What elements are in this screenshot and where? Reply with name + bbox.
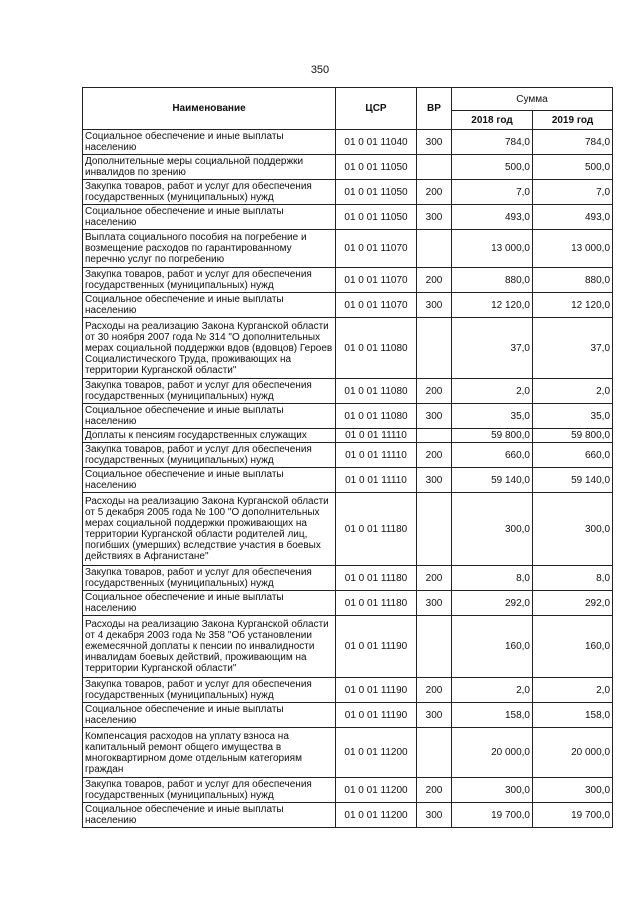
row-name: Расходы на реализацию Закона Курганской области от 5 декабря 2005 года № 100 "О дополнительных мерах социальной поддержки проживающих на территории Курганской области родителей лиц, погибших (умерших) вследствие участия в боевых действиях в Афганистане"	[83, 493, 336, 566]
table-row	[83, 293, 613, 318]
row-csr-code: 01 0 01 11180	[336, 566, 417, 591]
row-vr-code	[417, 318, 452, 379]
row-sum-2019: 158,0	[533, 703, 613, 728]
row-csr-code: 01 0 01 11190	[336, 703, 417, 728]
row-name: Социальное обеспечение и иные выплаты населению	[83, 803, 336, 828]
row-vr-code: 300	[417, 703, 452, 728]
row-csr-code: 01 0 01 11080	[336, 379, 417, 404]
row-name: Социальное обеспечение и иные выплаты населению	[83, 591, 336, 616]
row-sum-2018: 500,0	[452, 155, 533, 180]
row-name: Выплата социального пособия на погребение и возмещение расходов по гарантированному перечню услуг по погребению	[83, 230, 336, 268]
row-csr-code: 01 0 01 11110	[336, 429, 417, 443]
row-csr-code: 01 0 01 11180	[336, 493, 417, 566]
row-sum-2018: 37,0	[452, 318, 533, 379]
row-vr-code: 200	[417, 379, 452, 404]
row-vr-code: 200	[417, 443, 452, 468]
row-vr-code: 200	[417, 678, 452, 703]
row-vr-code: 200	[417, 180, 452, 205]
row-sum-2019: 784,0	[533, 130, 613, 155]
row-vr-code	[417, 155, 452, 180]
row-csr-code: 01 0 01 11200	[336, 728, 417, 778]
row-name: Закупка товаров, работ и услуг для обеспечения государственных (муниципальных) нужд	[83, 268, 336, 293]
header-2019: 2019 год	[533, 111, 613, 130]
row-vr-code: 300	[417, 468, 452, 493]
row-sum-2019: 37,0	[533, 318, 613, 379]
row-sum-2018: 158,0	[452, 703, 533, 728]
row-name: Социальное обеспечение и иные выплаты населению	[83, 404, 336, 429]
row-sum-2019: 7,0	[533, 180, 613, 205]
row-vr-code: 200	[417, 566, 452, 591]
row-sum-2018: 7,0	[452, 180, 533, 205]
row-csr-code: 01 0 01 11080	[336, 318, 417, 379]
row-sum-2018: 2,0	[452, 678, 533, 703]
row-csr-code: 01 0 01 11040	[336, 130, 417, 155]
table-row	[83, 443, 613, 468]
row-vr-code: 200	[417, 268, 452, 293]
table-row	[83, 493, 613, 566]
row-name: Закупка товаров, работ и услуг для обеспечения государственных (муниципальных) нужд	[83, 379, 336, 404]
row-vr-code	[417, 616, 452, 678]
row-sum-2018: 880,0	[452, 268, 533, 293]
row-sum-2019: 59 800,0	[533, 429, 613, 443]
table-row	[83, 678, 613, 703]
row-sum-2019: 19 700,0	[533, 803, 613, 828]
table-row	[83, 429, 613, 443]
row-sum-2019: 300,0	[533, 778, 613, 803]
row-vr-code	[417, 230, 452, 268]
row-name: Социальное обеспечение и иные выплаты населению	[83, 703, 336, 728]
row-sum-2018: 8,0	[452, 566, 533, 591]
header-vr: ВР	[417, 88, 452, 130]
row-sum-2019: 12 120,0	[533, 293, 613, 318]
table-row	[83, 155, 613, 180]
row-sum-2018: 12 120,0	[452, 293, 533, 318]
row-sum-2019: 2,0	[533, 678, 613, 703]
row-name: Социальное обеспечение и иные выплаты населению	[83, 468, 336, 493]
table-header	[83, 88, 613, 130]
row-vr-code: 300	[417, 803, 452, 828]
table-row	[83, 616, 613, 678]
row-vr-code	[417, 728, 452, 778]
row-csr-code: 01 0 01 11050	[336, 155, 417, 180]
row-sum-2019: 160,0	[533, 616, 613, 678]
row-csr-code: 01 0 01 11070	[336, 230, 417, 268]
row-name: Компенсация расходов на уплату взноса на капитальный ремонт общего имущества в многоквартирном доме отдельным категориям граждан	[83, 728, 336, 778]
row-name: Закупка товаров, работ и услуг для обеспечения государственных (муниципальных) нужд	[83, 678, 336, 703]
row-sum-2018: 660,0	[452, 443, 533, 468]
table-row	[83, 778, 613, 803]
row-sum-2019: 2,0	[533, 379, 613, 404]
row-name: Доплаты к пенсиям государственных служащих	[83, 429, 336, 443]
row-sum-2018: 13 000,0	[452, 230, 533, 268]
row-vr-code	[417, 493, 452, 566]
budget-table	[82, 87, 613, 828]
row-vr-code	[417, 429, 452, 443]
row-sum-2018: 493,0	[452, 205, 533, 230]
row-vr-code: 200	[417, 778, 452, 803]
table-body	[83, 130, 613, 828]
row-name: Расходы на реализацию Закона Курганской области от 4 декабря 2003 года № 358 "Об установлении ежемесячной доплаты к пенсии по инвалидности инвалидам боевых действий, проживающим на территории Курганской области"	[83, 616, 336, 678]
row-vr-code: 300	[417, 205, 452, 230]
header-2018: 2018 год	[452, 111, 533, 130]
row-csr-code: 01 0 01 11180	[336, 591, 417, 616]
row-sum-2019: 493,0	[533, 205, 613, 230]
row-name: Расходы на реализацию Закона Курганской области от 30 ноября 2007 года № 314 "О дополнительных мерах социальной поддержки вдов (вдовцов) Героев Социалистического Труда, проживающих на территории Курганской области"	[83, 318, 336, 379]
row-csr-code: 01 0 01 11190	[336, 616, 417, 678]
row-sum-2018: 19 700,0	[452, 803, 533, 828]
row-sum-2018: 292,0	[452, 591, 533, 616]
table-row	[83, 318, 613, 379]
row-csr-code: 01 0 01 11050	[336, 205, 417, 230]
row-sum-2019: 292,0	[533, 591, 613, 616]
table-row	[83, 130, 613, 155]
row-name: Социальное обеспечение и иные выплаты населению	[83, 205, 336, 230]
row-sum-2018: 300,0	[452, 493, 533, 566]
row-name: Социальное обеспечение и иные выплаты населению	[83, 293, 336, 318]
header-name: Наименование	[83, 88, 336, 130]
row-csr-code: 01 0 01 11200	[336, 803, 417, 828]
row-name: Социальное обеспечение и иные выплаты населению	[83, 130, 336, 155]
row-sum-2018: 160,0	[452, 616, 533, 678]
table-row	[83, 566, 613, 591]
row-csr-code: 01 0 01 11190	[336, 678, 417, 703]
table-row	[83, 803, 613, 828]
row-csr-code: 01 0 01 11080	[336, 404, 417, 429]
row-name: Дополнительные меры социальной поддержки инвалидов по зрению	[83, 155, 336, 180]
row-sum-2019: 20 000,0	[533, 728, 613, 778]
row-csr-code: 01 0 01 11110	[336, 443, 417, 468]
row-sum-2018: 784,0	[452, 130, 533, 155]
row-sum-2019: 8,0	[533, 566, 613, 591]
table-row	[83, 205, 613, 230]
row-csr-code: 01 0 01 11200	[336, 778, 417, 803]
header-csr: ЦСР	[336, 88, 417, 130]
table-row	[83, 468, 613, 493]
row-vr-code: 300	[417, 293, 452, 318]
row-name: Закупка товаров, работ и услуг для обеспечения государственных (муниципальных) нужд	[83, 566, 336, 591]
row-vr-code: 300	[417, 130, 452, 155]
table-row	[83, 728, 613, 778]
row-sum-2018: 20 000,0	[452, 728, 533, 778]
table-row	[83, 230, 613, 268]
row-sum-2018: 35,0	[452, 404, 533, 429]
row-sum-2019: 880,0	[533, 268, 613, 293]
table-row	[83, 404, 613, 429]
row-sum-2018: 59 140,0	[452, 468, 533, 493]
table-row	[83, 703, 613, 728]
row-sum-2018: 300,0	[452, 778, 533, 803]
row-sum-2019: 35,0	[533, 404, 613, 429]
row-sum-2019: 660,0	[533, 443, 613, 468]
table-row	[83, 268, 613, 293]
row-sum-2019: 59 140,0	[533, 468, 613, 493]
row-csr-code: 01 0 01 11110	[336, 468, 417, 493]
row-csr-code: 01 0 01 11050	[336, 180, 417, 205]
row-csr-code: 01 0 01 11070	[336, 268, 417, 293]
row-vr-code: 300	[417, 591, 452, 616]
table-row	[83, 591, 613, 616]
table-row	[83, 379, 613, 404]
header-sum: Сумма	[452, 88, 613, 111]
row-sum-2019: 500,0	[533, 155, 613, 180]
row-sum-2019: 300,0	[533, 493, 613, 566]
row-sum-2018: 2,0	[452, 379, 533, 404]
row-sum-2019: 13 000,0	[533, 230, 613, 268]
row-name: Закупка товаров, работ и услуг для обеспечения государственных (муниципальных) нужд	[83, 443, 336, 468]
row-name: Закупка товаров, работ и услуг для обеспечения государственных (муниципальных) нужд	[83, 180, 336, 205]
table-row	[83, 180, 613, 205]
row-name: Закупка товаров, работ и услуг для обеспечения государственных (муниципальных) нужд	[83, 778, 336, 803]
row-csr-code: 01 0 01 11070	[336, 293, 417, 318]
row-vr-code: 300	[417, 404, 452, 429]
page-number: 350	[310, 64, 330, 76]
row-sum-2018: 59 800,0	[452, 429, 533, 443]
